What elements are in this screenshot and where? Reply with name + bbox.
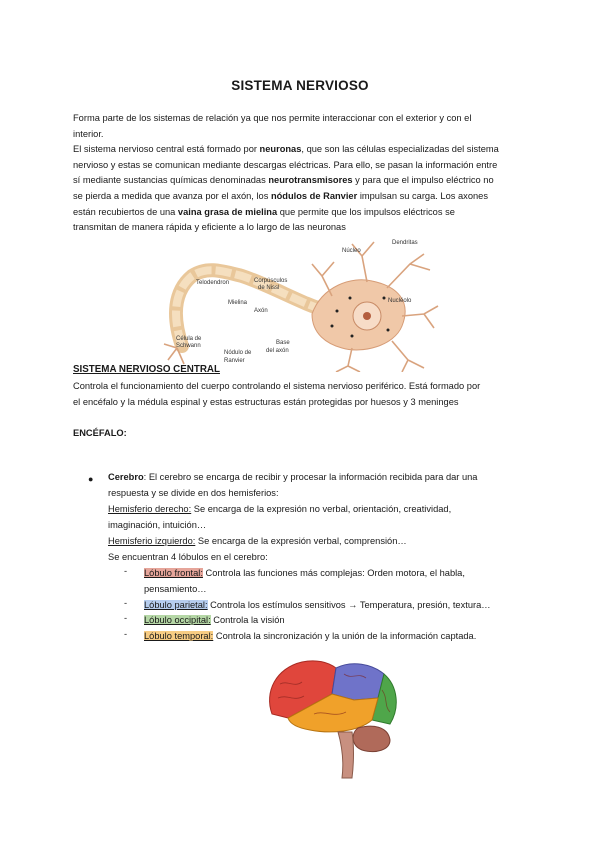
text-run: Controla los estímulos sensitivos → Temperatura, presión, textura… [207,600,491,610]
page-title: SISTEMA NERVIOSO [231,78,369,93]
text-run: Se encarga de la expresión verbal, comprensión… [195,536,407,546]
lobulo-occipital [144,613,285,629]
label-celula-2: Schwann [176,343,201,349]
label-corpusculos-2: de Nissl [258,285,280,291]
text-run: que permite que los impulsos eléctricos se [277,206,455,217]
hemisferio-derecho-label: Hemisferio derecho: [108,504,192,514]
intro-line [73,189,528,205]
cerebro-line [108,470,477,486]
label-nodulo-2: Ranvier [224,358,245,364]
label-base-2: del axón [266,348,289,354]
parietal-lobe [332,664,384,700]
text-run: , que son las células especializadas del sistema [301,144,499,155]
intro-line: Forma parte de los sistemas de relación ya que nos permite interaccionar con el exterior y con el [73,113,472,123]
lobulos-intro: Se encuentran 4 lóbulos en el cerebro: [108,552,268,562]
bold-term: neuronas [259,144,302,155]
lobulo-parietal-label: Lóbulo parietal: [144,600,208,610]
lobulo-parietal [144,598,491,614]
lobulo-temporal [144,629,476,645]
neuron-diagram [162,236,440,372]
snc-line: Controla el funcionamiento del cuerpo controlando el sistema nervioso periférico. Está formado por [73,381,481,391]
text-run: impulsan su carga. Los axones [357,190,488,201]
text-run: El sistema nervioso central está formado por [73,144,260,155]
label-base: Base [276,340,290,346]
dash-marker: - [124,566,128,576]
intro-line [73,173,528,189]
label-nucleolo: Nucléolo [388,298,412,304]
hemisferio-derecho [108,502,451,518]
label-mielina: Mielina [228,300,248,306]
text-run: están recubiertos de una [73,206,178,217]
label-axon: Axón [254,308,268,314]
dash-marker: - [124,598,128,608]
cerebro-line-2: respuesta y se divide en dos hemisferios: [108,488,279,498]
dash-marker: - [124,629,128,639]
lobulo-occipital-label: Lóbulo occipital: [144,615,211,625]
hemisferio-izquierdo-label: Hemisferio izquierdo: [108,536,196,546]
cerebellum [353,726,390,751]
intro-line: transmitan de manera rápida y eficiente a lo largo de las neuronas [73,222,346,233]
lobulo-frontal-2: pensamiento… [144,584,207,594]
snc-line: el encéfalo y la médula espinal y estas estructuras están protegidas por huesos y 3 meninges [73,396,459,407]
section-heading-snc: SISTEMA NERVIOSO CENTRAL [73,364,220,375]
text-run: Se encarga de la expresión no verbal, orientación, creatividad, [191,504,452,514]
intro-line [73,205,528,221]
label-corpusculos: Corpúsculos [254,278,288,284]
label-telodendron: Telodendron [196,280,230,286]
intro-line: interior. [73,128,104,139]
hemisferio-izquierdo [108,534,407,550]
intro-line: nervioso y estas se comunican mediante descargas eléctricas. Para ello, se pasan la información entre [73,159,498,170]
intro-paragraph [73,111,528,236]
bold-term: vaina grasa de mielina [177,206,278,217]
text-run: y para que el impulso eléctrico no [352,175,494,186]
brainstem [338,732,354,778]
nucleolus [363,312,371,320]
intro-line [73,142,528,158]
snc-paragraph [73,379,528,410]
bold-term: nódulos de Ranvier [270,190,358,201]
label-nodulo: Nódulo de [224,350,252,356]
text-run: : El cerebro se encarga de recibir y procesar la información recibida para dar una [143,472,478,482]
label-nucleo: Núcleo [342,248,361,254]
bullet-icon: ● [88,474,94,484]
hemisferio-derecho-2: imaginación, intuición… [108,520,207,530]
text-run: Controla la sincronización y la unión de la información captada. [213,631,477,641]
label-dendritas: Dendritas [392,240,418,246]
label-celula: Célula de [176,336,202,342]
text-run: Controla la visión [210,615,285,625]
text-run: sí mediante sustancias químicas denominadas [73,175,269,186]
dash-marker: - [124,613,128,623]
encefalo-heading: ENCÉFALO: [73,428,127,438]
lobulo-temporal-label: Lóbulo temporal: [144,631,214,641]
text-run: se pierda a medida que avanza por el axón, los [73,190,271,201]
brain-illustration [254,654,414,779]
bold-term: neurotransmisores [268,175,353,186]
lobulo-frontal [144,566,465,582]
lobulo-frontal-label: Lóbulo frontal: [144,568,203,578]
text-run: Controla las funciones más complejas: Orden motora, el habla, [202,568,465,578]
cerebro-label: Cerebro [108,472,144,482]
